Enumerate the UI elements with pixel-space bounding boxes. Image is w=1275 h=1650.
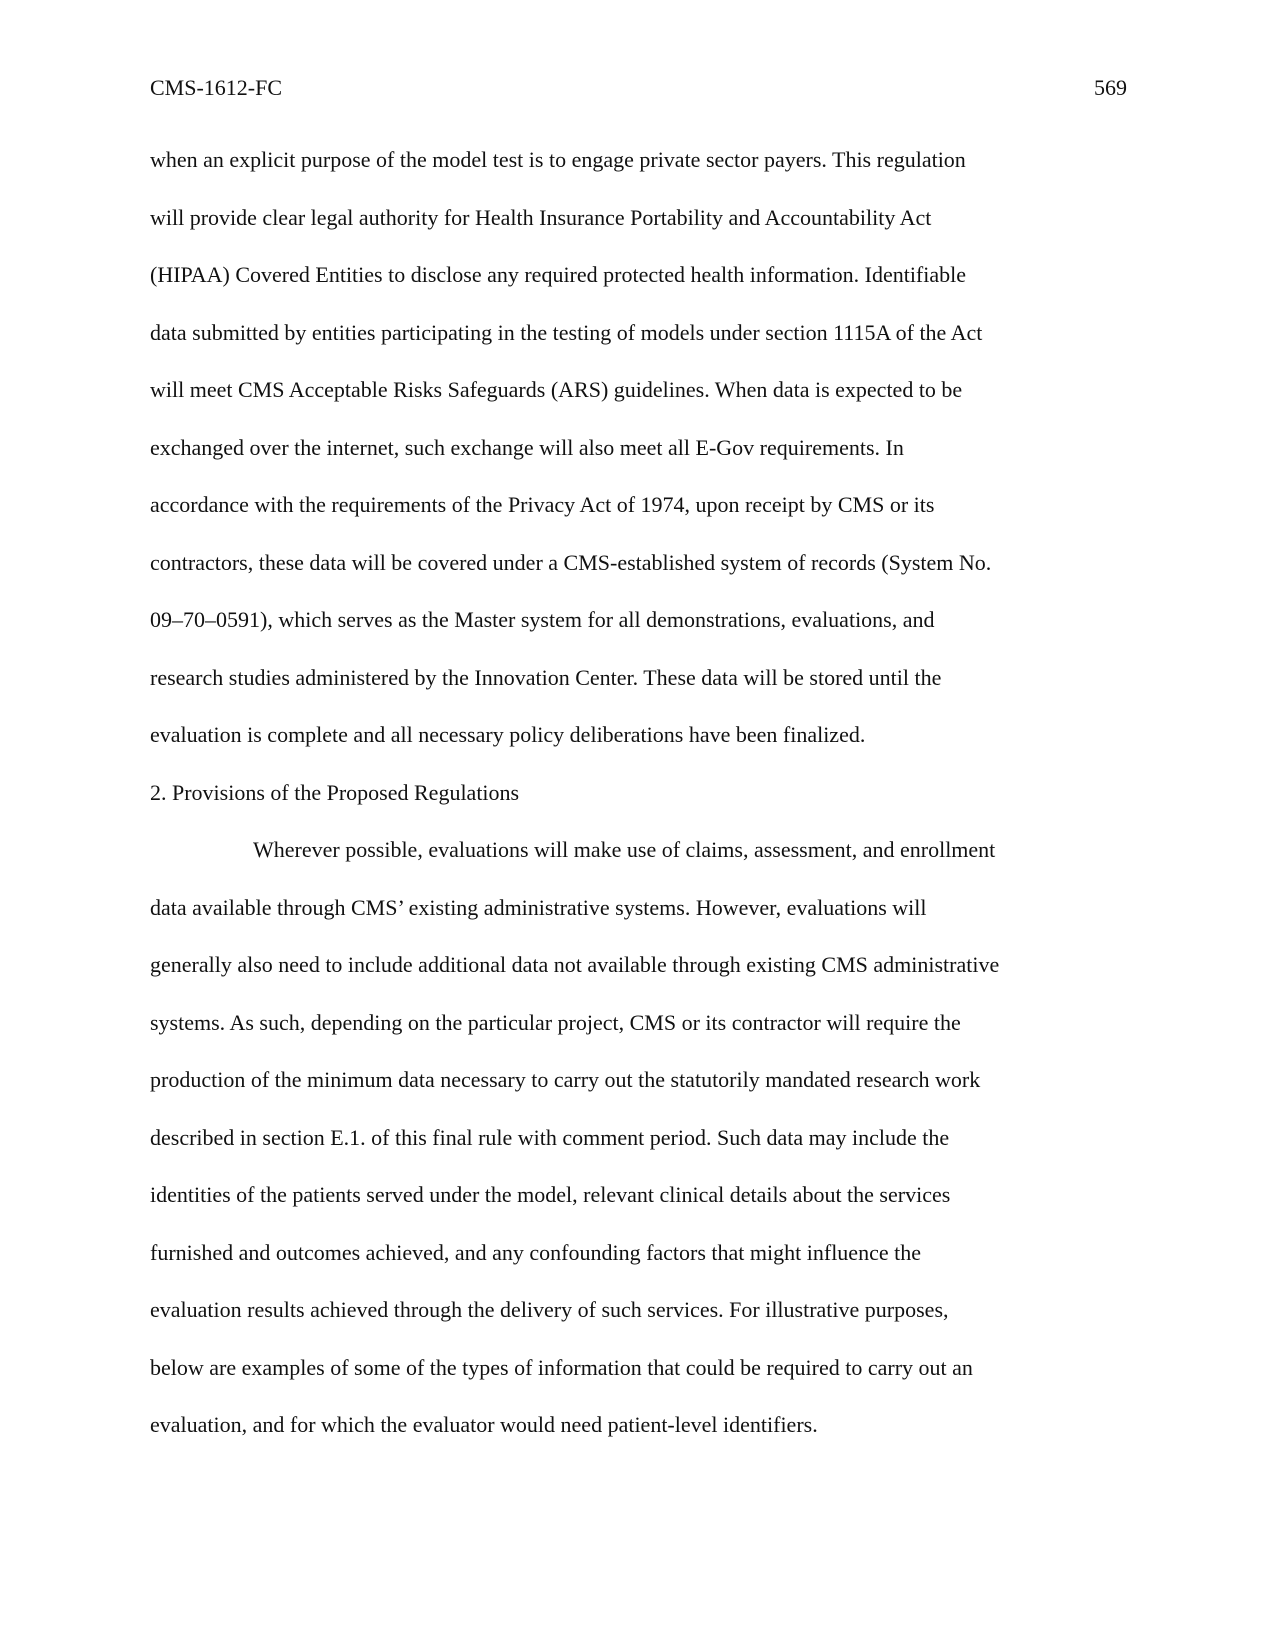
text-line: evaluation is complete and all necessary policy deliberations have been finalized. [150,722,866,747]
text-line: contractors, these data will be covered under a CMS-established system of records (System No. [150,549,992,575]
text-line: evaluation, and for which the evaluator would need patient-level identifiers. [150,1412,818,1437]
text-line: data submitted by entities participating in the testing of models under section 1115A of the Act [150,319,983,345]
text-line: will provide clear legal authority for Health Insurance Portability and Accountability Act [150,204,932,230]
text-line: data available through CMS’ existing administrative systems. However, evaluations will [150,894,927,920]
text-line: Wherever possible, evaluations will make use of claims, assessment, and enrollment [253,837,996,862]
text-line: 09–70–0591), which serves as the Master system for all demonstrations, evaluations, and [150,607,935,632]
text-line: accordance with the requirements of the Privacy Act of 1974, upon receipt by CMS or its [150,492,935,517]
text-line: evaluation results achieved through the delivery of such services. For illustrative purposes, [150,1297,949,1322]
text-line: generally also need to include additional data not available through existing CMS administrative [150,952,1000,977]
page-number: 569 [1094,75,1127,100]
text-line: described in section E.1. of this final rule with comment period. Such data may include the [150,1124,950,1150]
text-line: production of the minimum data necessary to carry out the statutorily mandated research work [150,1067,981,1092]
section-heading: 2. Provisions of the Proposed Regulations [150,779,520,805]
document-id: CMS-1612-FC [150,75,283,100]
text-line: systems. As such, depending on the particular project, CMS or its contractor will require the [150,1009,961,1035]
text-line: below are examples of some of the types of information that could be required to carry out an [150,1354,973,1380]
text-line: exchanged over the internet, such exchange will also meet all E-Gov requirements. In [150,434,904,460]
text-line: identities of the patients served under the model, relevant clinical details about the services [150,1182,951,1207]
body-text [150,146,1140,1469]
text-line: (HIPAA) Covered Entities to disclose any required protected health information. Identifiable [150,262,967,287]
text-line: research studies administered by the Innovation Center. These data will be stored until the [150,664,942,690]
text-line: furnished and outcomes achieved, and any confounding factors that might influence the [150,1239,921,1265]
text-line: when an explicit purpose of the model test is to engage private sector payers. This regulation [150,147,966,172]
text-line: will meet CMS Acceptable Risks Safeguards (ARS) guidelines. When data is expected to be [150,377,963,402]
